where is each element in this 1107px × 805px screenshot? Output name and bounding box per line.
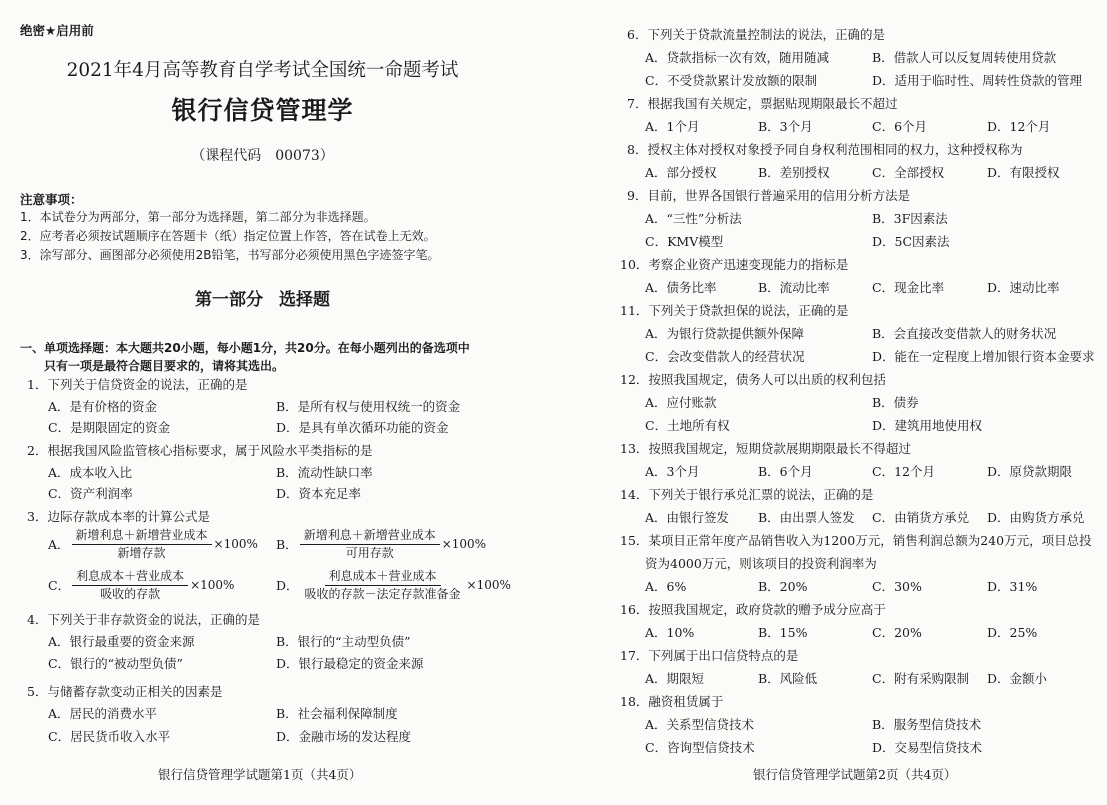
subject-title: 银行信贷管理学 [171, 96, 354, 125]
option: B．会直接改变借款人的财务状况 [872, 326, 1057, 341]
option: A．关系型信贷技术 [645, 717, 755, 732]
option-label: C． [48, 577, 71, 593]
question-stem: 16．按照我国规定，政府贷款的赠予成分应高于 [620, 602, 886, 617]
fraction [300, 528, 440, 561]
question-stem: 15．某项目正常年度产品销售收入为1200万元，销售利润总额为240万元，项目总投 [620, 533, 1092, 548]
fraction [72, 569, 188, 602]
option: A．应付账款 [645, 395, 717, 410]
option: B．服务型信贷技术 [872, 717, 982, 732]
option: C．6个月 [872, 119, 928, 134]
question-stem: 6．下列关于贷款流量控制法的说法，正确的是 [627, 27, 885, 42]
option: A．贷款指标一次有效，随用随减 [645, 50, 830, 65]
fraction-denominator: 吸收的存款 [100, 587, 161, 601]
secret-label: 绝密★启用前 [20, 23, 94, 38]
option-label: D． [276, 577, 299, 593]
option: A．成本收入比 [48, 465, 133, 480]
option: B．3个月 [758, 119, 813, 134]
option: B．由出票人签发 [758, 510, 855, 525]
question-stem: 3．边际存款成本率的计算公式是 [27, 509, 210, 524]
option: D．适用于临时性、周转性贷款的管理 [872, 73, 1083, 88]
notice-title: 注意事项： [20, 192, 83, 207]
question-stem: 8．授权主体对授权对象授予同自身权利范围相同的权力，这种授权称为 [627, 142, 1023, 157]
question-stem: 11．下列关于贷款担保的说法，正确的是 [620, 303, 849, 318]
option: C．30% [872, 579, 922, 594]
option: B．流动性缺口率 [276, 465, 373, 480]
question-stem: 17．下列属于出口信贷特点的是 [620, 648, 799, 663]
right-page [560, 0, 1107, 805]
question-stem: 13．按照我国规定，短期贷款展期期限最长不得超过 [620, 441, 911, 456]
question-stem: 4．下列关于非存款资金的说法，正确的是 [27, 612, 260, 627]
fraction-suffix: ×100% [190, 578, 235, 592]
question-stem: 12．按照我国规定，债务人可以出质的权利包括 [620, 372, 886, 387]
fraction-numerator: 利息成本＋营业成本 [325, 569, 441, 586]
option: B．债券 [872, 395, 919, 410]
notice-item: 1．本试卷分为两部分，第一部分为选择题，第二部分为非选择题。 [20, 210, 376, 224]
option: D．由购货方承兑 [987, 510, 1085, 525]
fraction-numerator: 新增利息＋新增营业成本 [72, 528, 212, 545]
fraction-numerator: 新增利息＋新增营业成本 [300, 528, 440, 545]
exam-title: 2021年4月高等教育自学考试全国统一命题考试 [66, 60, 459, 81]
option: A．期限短 [645, 671, 705, 686]
option: A．6% [645, 579, 687, 594]
option: B．银行的“主动型负债” [276, 634, 411, 649]
option: A．银行最重要的资金来源 [48, 634, 195, 649]
option: C．现金比率 [872, 280, 945, 295]
option: D．有限授权 [987, 165, 1060, 180]
option: D．5C因素法 [872, 234, 950, 249]
fraction-suffix: ×100% [441, 537, 487, 551]
option: B．15% [758, 625, 808, 640]
option: A．“三性”分析法 [645, 211, 742, 226]
question-stem: 9．目前，世界各国银行普遍采用的信用分析方法是 [627, 188, 910, 203]
option: A．为银行贷款提供额外保障 [645, 326, 805, 341]
question-stem: 14．下列关于银行承兑汇票的说法，正确的是 [620, 487, 874, 502]
question-stem: 5．与储蓄存款变动正相关的因素是 [27, 684, 223, 699]
page-footer: 银行信贷管理学试题第2页（共4页） [753, 767, 957, 782]
question-stem: 18．融资租赁属于 [620, 694, 724, 709]
option: B．风险低 [758, 671, 818, 686]
option: A．1个月 [645, 119, 700, 134]
formula-option [276, 528, 486, 561]
formula-option [276, 569, 511, 602]
fraction-numerator: 利息成本＋营业成本 [72, 569, 188, 586]
option: D．资本充足率 [276, 486, 362, 501]
option: B．借款人可以反复周转使用贷款 [872, 50, 1057, 65]
option: B．6个月 [758, 464, 813, 479]
part-name: 选择题 [279, 290, 330, 310]
formula-option [48, 528, 258, 561]
option: C．不受贷款累计发放额的限制 [645, 73, 818, 88]
fraction-suffix: ×100% [213, 537, 258, 551]
option: A．居民的消费水平 [48, 706, 158, 721]
option: D．是具有单次循环功能的资金 [276, 420, 449, 435]
option: C．附有采购限制 [872, 671, 970, 686]
part-label: 第一部分 [195, 290, 263, 310]
option: D．金融市场的发达程度 [276, 729, 412, 744]
question-stem: 2．根据我国风险监管核心指标要求，属于风险水平类指标的是 [27, 443, 373, 458]
notice-item: 2．应考者必须按试题顺序在答题卡（纸）指定位置上作答，答在试卷上无效。 [20, 229, 436, 243]
option: D．12个月 [987, 119, 1051, 134]
option: C．会改变借款人的经营状况 [645, 349, 805, 364]
part-title [0, 290, 525, 311]
option: C．全部授权 [872, 165, 945, 180]
fraction-denominator: 新增存款 [117, 546, 166, 560]
fraction-denominator: 吸收的存款－法定存款准备金 [304, 587, 461, 601]
option: D．交易型信贷技术 [872, 740, 983, 755]
option: D．能在一定程度上增加银行资本金要求 [872, 349, 1095, 364]
fraction [72, 528, 212, 561]
option: B．差别授权 [758, 165, 830, 180]
option: B．社会福利保障制度 [276, 706, 398, 721]
option: C．银行的“被动型负债” [48, 656, 183, 671]
option-label: B． [276, 536, 298, 552]
fraction-suffix: ×100% [466, 578, 511, 592]
option: C．由销货方承兑 [872, 510, 970, 525]
option: B．20% [758, 579, 808, 594]
left-page [0, 0, 552, 805]
option: C．12个月 [872, 464, 935, 479]
fraction [301, 569, 465, 602]
option: A．是有价格的资金 [48, 399, 158, 414]
page-footer: 银行信贷管理学试题第1页（共4页） [158, 767, 362, 782]
option: D．25% [987, 625, 1038, 640]
option: D．银行最稳定的资金来源 [276, 656, 424, 671]
section-head-line1: 一、单项选择题：本大题共20小题，每小题1分，共20分。在每小题列出的备选项中 [20, 341, 470, 355]
option: C．KMV模型 [645, 234, 724, 249]
option: D．金额小 [987, 671, 1048, 686]
fraction-denominator: 可用存款 [345, 546, 394, 560]
option: A．部分授权 [645, 165, 717, 180]
question-stem: 1．下列关于信贷资金的说法，正确的是 [27, 377, 248, 392]
course-code: （课程代码 00073） [191, 148, 334, 164]
question-stem-continued: 资为4000万元，则该项目的投资利润率为 [645, 556, 877, 571]
option: C．居民货币收入水平 [48, 729, 171, 744]
option: C．是期限固定的资金 [48, 420, 171, 435]
option-label: A． [48, 536, 70, 552]
option: C．咨询型信贷技术 [645, 740, 755, 755]
option: A．由银行签发 [645, 510, 730, 525]
option: D．建筑用地使用权 [872, 418, 983, 433]
option: A．3个月 [645, 464, 700, 479]
option: C．土地所有权 [645, 418, 730, 433]
notice-item: 3．涂写部分、画图部分必须使用2B铅笔，书写部分必须使用黑色字迹签字笔。 [20, 248, 440, 262]
question-stem: 7．根据我国有关规定，票据贴现期限最长不超过 [627, 96, 898, 111]
section-head-line2: 只有一项是最符合题目要求的，请将其选出。 [44, 359, 285, 373]
formula-option [48, 569, 234, 602]
option: D．31% [987, 579, 1038, 594]
option: D．原贷款期限 [987, 464, 1073, 479]
option: B．3F因素法 [872, 211, 948, 226]
question-stem: 10．考察企业资产迅速变现能力的指标是 [620, 257, 849, 272]
option: C．资产利润率 [48, 486, 133, 501]
option: C．20% [872, 625, 922, 640]
option: A．债务比率 [645, 280, 717, 295]
option: A．10% [645, 625, 695, 640]
option: B．流动比率 [758, 280, 830, 295]
option: D．速动比率 [987, 280, 1060, 295]
option: B．是所有权与使用权统一的资金 [276, 399, 461, 414]
